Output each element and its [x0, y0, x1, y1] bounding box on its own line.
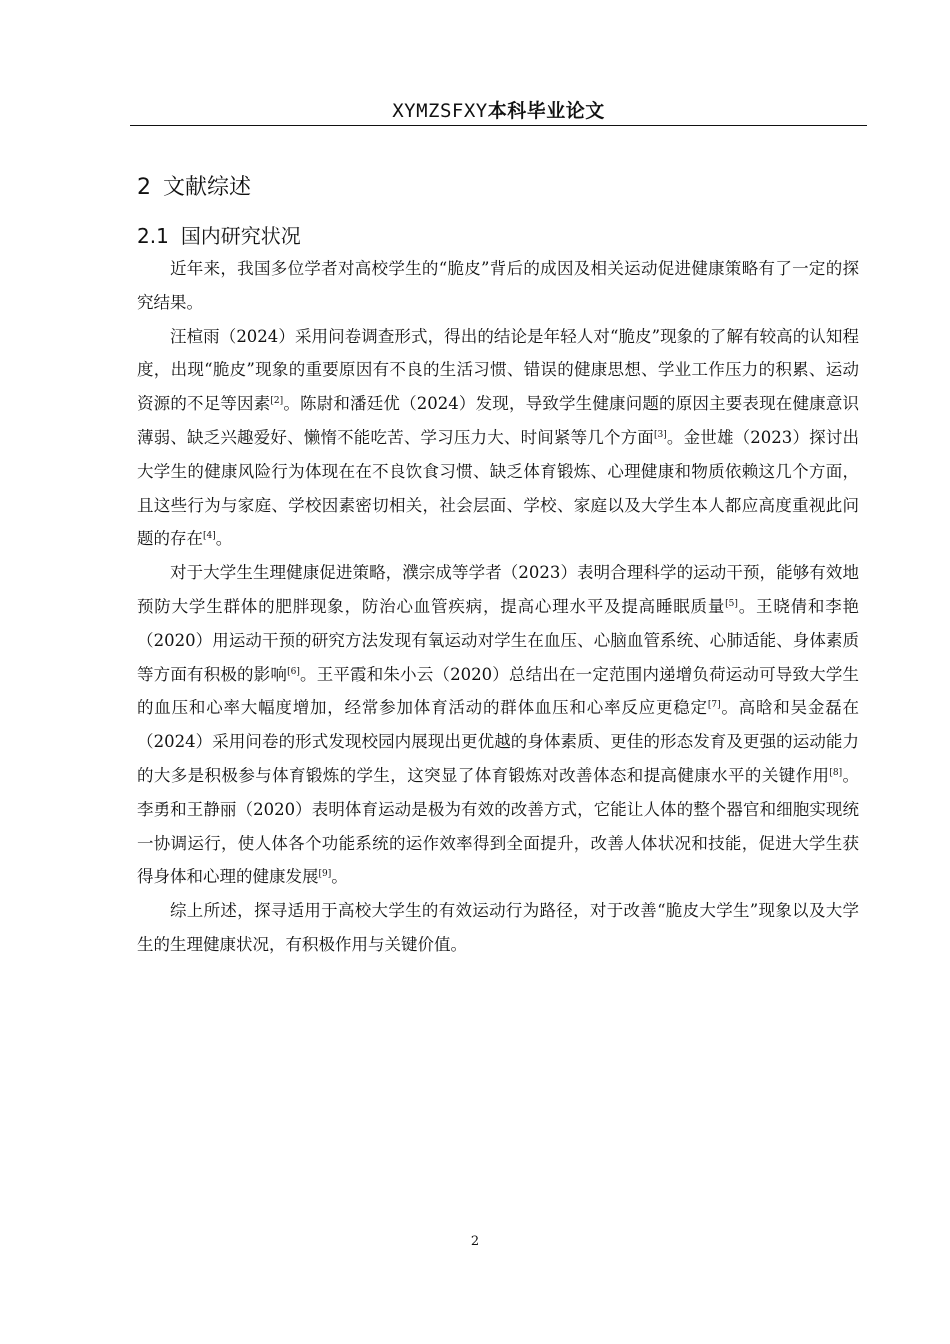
paragraph-text: 。高晗和吴金磊在（2024）采用问卷的形式发现校园内展现出更优越的身体素质、更佳的形态发育及更强的运动能力的大多是积极参与体育锻炼的学生，这突显了体育锻炼对改善体态和提高健康水平的关键作用	[137, 698, 860, 785]
paragraph-text: 。王平霞和朱小云（2020）总结出在一定范围内递增负荷运动可导致大学生的血压和心率大幅度增加，经常参加体育活动的群体血压和心率反应更稳定	[137, 664, 859, 718]
citation: [7]	[707, 700, 721, 711]
citation: [9]	[318, 869, 332, 880]
paragraph-text: 对于大学生生理健康促进策略，濮宗成等学者（2023）表明合理科学的运动干预，能够有效地预防大学生群体的肥胖现象，防治心血管疾病，提高心理水平及提高睡眠质量	[137, 563, 859, 616]
paragraph	[137, 894, 859, 962]
paragraph-text: 。李勇和王静丽（2020）表明体育运动是极为有效的改善方式，它能让人体的整个器官和细胞实现统一协调运行，使人体各个功能系统的运作效率得到全面提升，改善人体状况和技能，促进大学生获得身体和心理的健康发展	[137, 765, 860, 887]
header-title: 本科毕业论文	[487, 100, 605, 122]
citation: [6]	[287, 666, 300, 677]
section-number: 2	[137, 175, 151, 200]
paragraph-text: 。	[331, 867, 348, 887]
citation: [5]	[725, 598, 738, 609]
paragraph-text: 综上所述，探寻适用于高校大学生的有效运动行为路径，对于改善“脆皮大学生”现象以及大学生的生理健康状况，有积极作用与关键价值。	[137, 901, 859, 954]
page-number: 2	[470, 1234, 480, 1249]
page-header	[130, 96, 867, 123]
citation: [4]	[203, 531, 216, 542]
paragraph	[137, 320, 859, 557]
subsection-number: 2.1	[137, 224, 169, 248]
subsection-heading	[137, 220, 301, 249]
paragraph-text: 。金世雄（2023）探讨出大学生的健康风险行为体现在在不良饮食习惯、缺乏体育锻炼、心理健康和物质依赖这几个方面，且这些行为与家庭、学校因素密切相关，社会层面、学校、家庭以及大学生本人都应高度重视此问题的存在	[137, 427, 859, 549]
paragraph	[137, 252, 859, 320]
body-text	[137, 252, 859, 962]
section-title: 文献综述	[163, 175, 252, 200]
section-heading	[137, 170, 251, 201]
paragraph	[137, 556, 859, 894]
paragraph-text: 。王晓倩和李艳（2020）用运动干预的研究方法发现有氧运动对学生在血压、心脑血管系统、心肺适能、身体素质等方面有积极的影响	[137, 596, 860, 684]
header-code: XYMZSFXY	[392, 100, 488, 122]
citation: [2]	[270, 396, 284, 407]
citation: [8]	[829, 767, 843, 778]
header-rule	[130, 125, 867, 126]
paragraph-text: 近年来，我国多位学者对高校学生的“脆皮”背后的成因及相关运动促进健康策略有了一定的探究结果。	[137, 259, 859, 312]
paragraph-text: 。陈尉和潘廷优（2024）发现，导致学生健康问题的原因主要表现在健康意识薄弱、缺乏兴趣爱好、懒惰不能吃苦、学习压力大、时间紧等几个方面	[137, 394, 859, 447]
citation: [3]	[653, 429, 667, 440]
paragraph-text: 。	[215, 529, 233, 549]
paragraph-text: 汪楦雨（2024）采用问卷调查形式，得出的结论是年轻人对“脆皮”现象的了解有较高的认知程度，出现“脆皮”现象的重要原因有不良的生活习惯、错误的健康思想、学业工作压力的积累、运动资源的不足等因素	[137, 326, 859, 414]
subsection-title: 国内研究状况	[180, 224, 301, 248]
